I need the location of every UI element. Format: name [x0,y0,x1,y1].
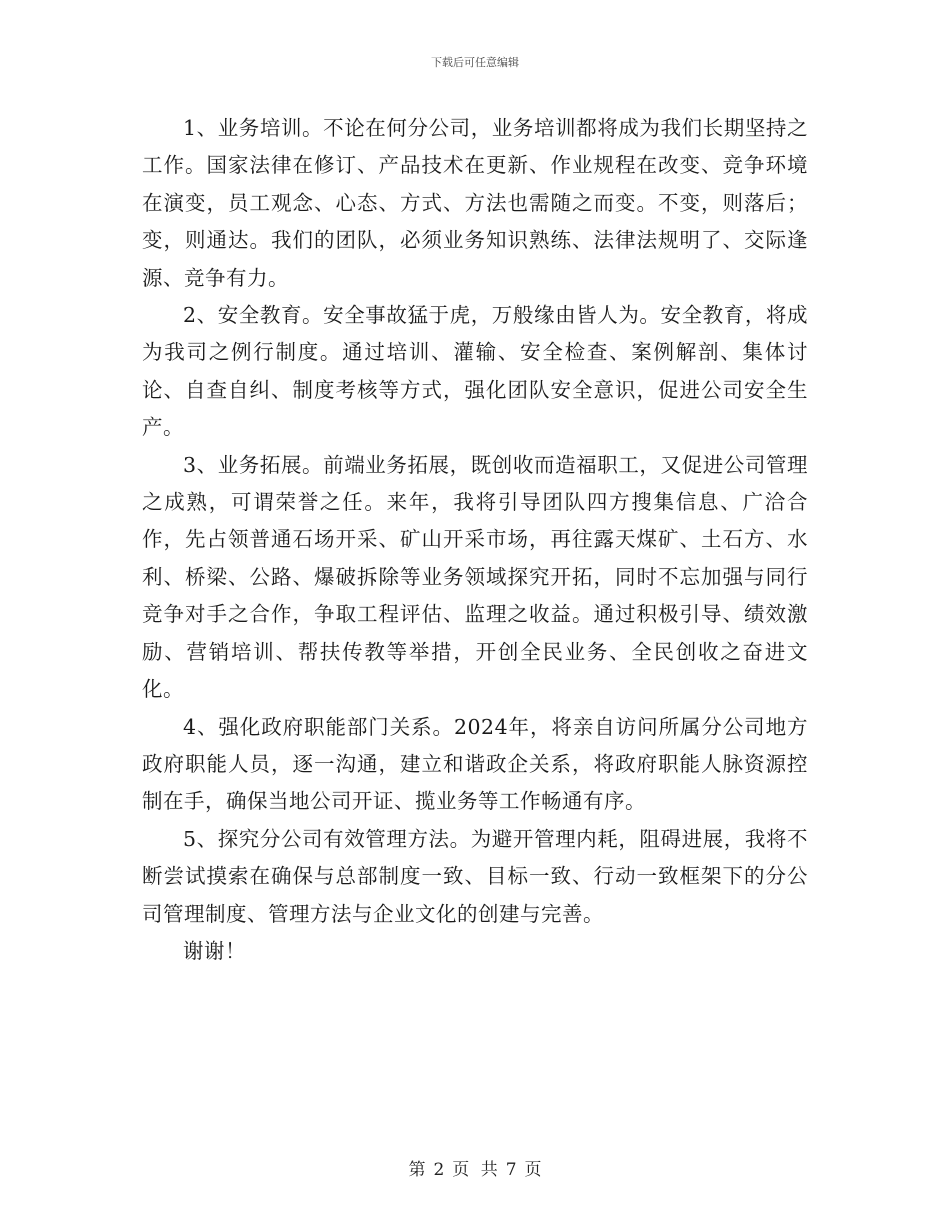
paragraph-government-relations: 4、强化政府职能部门关系。2024年，将亲自访问所属分公司地方政府职能人员，逐一沟通，建立和谐政企关系，将政府职能人脉资源控制在手，确保当地公司开证、揽业务等工作畅通有序。 [142,714,808,814]
page-footer [0,1155,950,1180]
footer-middle: 页 共 [452,1160,498,1180]
paragraph-business-training: 1、业务培训。不论在何分公司，业务培训都将成为我们长期坚持之工作。国家法律在修订、产品技术在更新、作业规程在改变、竞争环境在演变，员工观念、心态、方式、方法也需随之而变。不变，则落后；变，则通达。我们的团队，必须业务知识熟练、法律法规明了、交际逢源、竞争有力。 [142,116,808,290]
paragraph-safety-education: 2、安全教育。安全事故猛于虎，万般缘由皆人为。安全教育，将成为我司之例行制度。通过培训、灌输、安全检查、案例解剖、集体讨论、自查自纠、制度考核等方式，强化团队安全意识，促进公司安全生产。 [142,303,808,440]
paragraph-management-methods: 5、探究分公司有效管理方法。为避开管理内耗，阻碍进展，我将不断尝试摸索在确保与总部制度一致、目标一致、行动一致框架下的分公司管理制度、管理方法与企业文化的创建与完善。 [142,826,808,926]
footer-suffix: 页 [524,1160,542,1180]
footer-total-pages: 7 [505,1160,517,1180]
header-note: 下载后可任意编辑 [431,56,519,69]
paragraph-business-expansion: 3、业务拓展。前端业务拓展，既创收而造福职工，又促进公司管理之成熟，可谓荣誉之任。来年，我将引导团队四方搜集信息、广洽合作，先占领普通石场开采、矿山开采市场，再往露天煤矿、土石方、水利、桥梁、公路、爆破拆除等业务领域探究开拓，同时不忘加强与同行竞争对手之合作，争取工程评估、监理之收益。通过积极引导、绩效激励、营销培训、帮扶传教等举措，开创全民业务、全民创收之奋进文化。 [142,452,808,702]
footer-prefix: 第 [408,1160,426,1180]
footer-current-page: 2 [433,1160,445,1180]
paragraph-thanks: 谢谢！ [183,938,246,963]
document-body [142,110,808,970]
